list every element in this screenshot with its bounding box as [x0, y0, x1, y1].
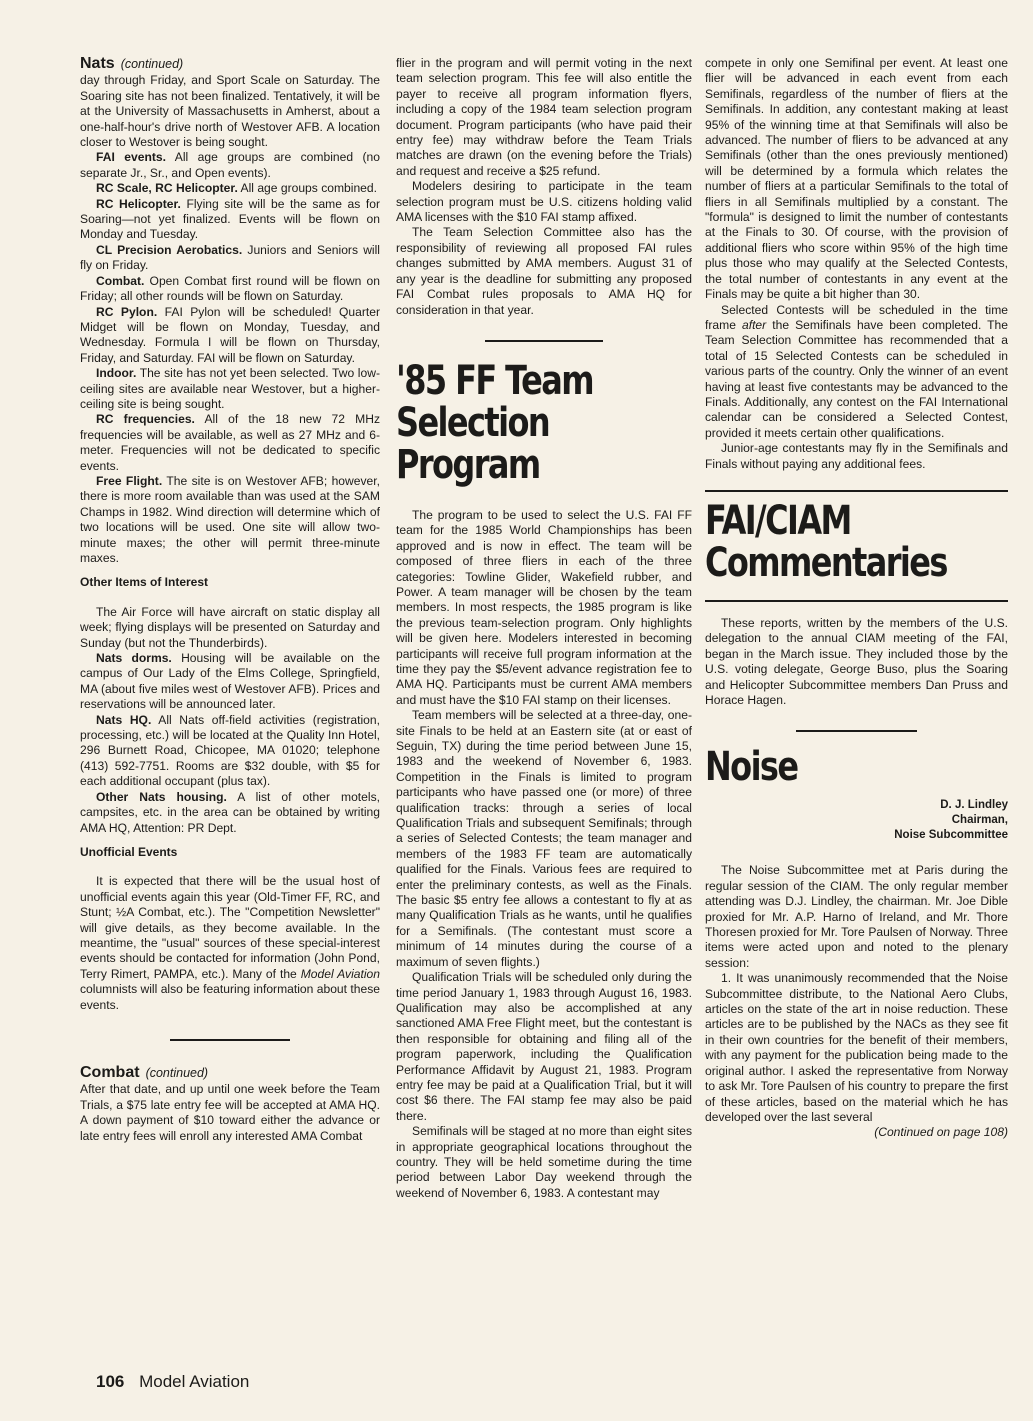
paragraph: These reports, written by the members of the U.S. delegation to the annual CIAM meeting of the FAI, began in the March issue. They included those by the U.S. voting delegate, George Buso, plus the Soaring and Helicopter Subcommittee members Dan Pruss and Horace Hagen.	[705, 615, 1008, 707]
paragraph: Other Nats housing. A list of other motels, campsites, etc. in the area can be obtained by writing AMA HQ, Attention: PR Dept.	[80, 789, 380, 835]
paragraph: The Noise Subcommittee met at Paris during the regular session of the CIAM. The only regular member attending was D.J. Lindley, the chairman. Mr. Joe Dible proxied for Mr. A.P. Harno of Ireland, and Mr. Thore Thoresen proxied for Mr. Tore Paulsen of Norway. Three items were acted upon and noted to the plenary session:	[705, 863, 1008, 970]
divider	[485, 340, 603, 342]
byline: D. J. Lindley Chairman, Noise Subcommittee	[894, 799, 1008, 842]
paragraph: Nats dorms. Housing will be available on the campus of Our Lady of the Elms College, Springfield, MA (about five miles west of Westover AFB). Prices and reservations will be announced later.	[80, 651, 380, 712]
paragraph: day through Friday, and Sport Scale on Saturday. The Soaring site has not been finalized. Tentatively, it will be at the University of Massachusetts in Amherst, about a one-half-hour's drive north of Westover AFB. A location closer to Westover is being sought.	[80, 73, 380, 150]
paragraph: The Team Selection Committee also has the responsibility of reviewing all proposed FAI rules changes submitted by AMA members. August 31 of any year is the deadline for submitting any proposed FAI Combat rules proposals to AMA HQ for consideration in that year.	[396, 225, 692, 317]
page-number: 106	[96, 1372, 125, 1391]
paragraph: Qualification Trials will be scheduled only during the time period January 1, 1983 through August 16, 1983. Qualification may also be accomplished at any sanctioned AMA Free Flight meet, but the contestant is then responsible for obtaining and filing all of the program paperwork, including the Qualification Performance Affidavit by August 21, 1983. Program entry fee may be paid at a Qualification Trial, but it will cost $6 there. The FAI stamp fee may also be paid there.	[396, 970, 692, 1123]
magazine-name: Model Aviation	[139, 1372, 250, 1391]
paragraph: Free Flight. The site is on Westover AFB; however, there is more room available than was used at the SAM Champs in 1982. Wind direction will determine which of two locations will be used. One site will allow two-minute maxes; the other will permit three-minute maxes.	[80, 473, 380, 565]
column-1	[80, 56, 380, 1144]
headline-noise: Noise	[705, 744, 798, 791]
paragraph: Nats HQ. All Nats off-field activities (registration, processing, etc.) will be located at the Quality Inn Hotel, 296 Burnett Road, Chicopee, MA 01020; telephone (413) 592-7751. Rooms are $32 double, with $5 for each additional occupant (plus tax).	[80, 712, 380, 789]
paragraph: 1. It was unanimously recommended that the Noise Subcommittee distribute, to the National Aero Clubs, articles on the state of the art in noise reduction. These articles are to be published by the NACs as they see fit in their own countries for the benefit of their members, with any payment for the publication being made to the original author. I asked the representative from Norway to ask Mr. Tore Paulsen of his country to prepare the first of these articles, based on the material which he has developed over the last several	[705, 971, 1008, 1124]
paragraph: Semifinals will be staged at no more than eight sites in appropriate geographical locations throughout the country. They will be held sometime during the time period between Labor Day weekend through the weekend of November 6, 1983. A contestant may	[396, 1124, 692, 1200]
paragraph: Indoor. The site has not yet been selected. Two low-ceiling sites are available near Westover, but a higher-ceiling site is being sought.	[80, 366, 380, 411]
column-2	[396, 56, 692, 1201]
paragraph: Combat. Open Combat first round will be flown on Friday; all other rounds will be flown on Saturday.	[80, 273, 380, 304]
paragraph: After that date, and up until one week before the Team Trials, a $75 late entry fee will be accepted at AMA HQ. A down payment of $10 toward either the advance or late entry fees will enroll any interested AMA Combat	[80, 1082, 380, 1143]
paragraph: RC frequencies. All of the 18 new 72 MHz frequencies will be available, as well as 27 MHz and 6-meter. Frequencies will not be dedicated to specific events.	[80, 412, 380, 473]
divider	[705, 600, 1008, 602]
paragraph: RC Helicopter. Flying site will be the same as for Soaring—not yet finalized. Events will be flown on Monday and Tuesday.	[80, 196, 380, 242]
headline-fai-ciam: FAI/CIAM Commentaries	[705, 497, 947, 586]
subheading-unofficial-events: Unofficial Events	[80, 844, 178, 859]
paragraph: The program to be used to select the U.S. FAI FF team for the 1985 World Championships has been approved and is now in effect. The team will be composed of three fliers in each of the three categories: Towline Glider, Wakefield rubber, and Power. A team manager will be chosen by the team members. In most respects, the 1985 program is like the previous team-selection program. Only highlights will be given here. Modelers interested in becoming participants will receive full program information at the time they pay the $5/event advance registration fee to AMA HQ. Participants must be current AMA members and must have the $10 FAI stamp on their licenses.	[396, 507, 692, 707]
paragraph: RC Pylon. FAI Pylon will be scheduled! Quarter Midget will be flown on Monday, Tuesday, and Wednesday. Formula I will be flown on Thursday, Friday, and Saturday. FAI will be flown on Saturday.	[80, 304, 380, 365]
paragraph: It is expected that there will be the usual host of unofficial events again this year (Old-Timer FF, RC, and Stunt; ½A Combat, etc.). The "Competition Newsletter" will give details, as they become available. In the meantime, the "usual" sources of these special-interest events should be contacted for information (John Pond, Terry Rimert, PAMPA, etc.). Many of the Model Aviation columnists will also be featuring information about these events.	[80, 874, 380, 1012]
divider	[705, 490, 1008, 492]
paragraph: compete in only one Semifinal per event. At least one flier will be advanced in each event from each Semifinals, regardless of the number of fliers at the Semifinals. In addition, any contestant making at least 95% of the winning time at that Semifinals will also be advanced. The number of fliers to be advanced at any Semifinals (other than the ones previously mentioned) will be determined by a formula which relates the number of fliers at a particular Semifinals to the total of fliers in all Semifinals multiplied by a constant. The "formula" is designed to limit the number of contestants at the Finals to 30. Of course, with the provision of additional fliers who score within 95% of the high time plus those who may qualify at the Selected Contests, the total number of contestants in any event at the Finals may be quite a bit higher than 30.	[705, 56, 1008, 302]
paragraph: Selected Contests will be scheduled in the time frame after the Semifinals have been completed. The Team Selection Committee has recommended that a total of 15 Selected Contests can be scheduled in various parts of the country. Only the winner of an event having at least five contestants may be advanced to the Finals. Additionally, any contest on the FAI International calendar can be considered a Selected Contest, provided it meets certain other qualifications.	[705, 302, 1008, 440]
paragraph: RC Scale, RC Helicopter. All age groups combined.	[96, 181, 377, 196]
paragraph: FAI events. All age groups are combined (no separate Jr., Sr., and Open events).	[80, 150, 381, 180]
nats-continued-heading: Nats (continued)	[80, 55, 184, 72]
paragraph: Modelers desiring to participate in the team selection program must be U.S. citizens holding valid AMA licenses with the $10 FAI stamp affixed.	[396, 179, 692, 225]
paragraph: CL Precision Aerobatics. Juniors and Seniors will fly on Friday.	[80, 242, 380, 273]
paragraph: Team members will be selected at a three-day, one-site Finals to be held at an Eastern site (at or east of Seguin, TX) during the time period between June 15, 1983 and the weekend of November 6, 1983. Competition in the Finals is limited to program participants who have passed one (or more) of three qualification tracks: through a series of local Qualification Trials and subsequent Semifinals; through a series of Selected Contests; the team manager and members of the 1983 FF team are automatically qualified for the Finals. Various fees are required to enter the preliminary contests, as well as the Finals. The basic $5 entry fee allows a contestant to fly at as many Qualification Trials as he wants, until he qualifies for a Semifinals. (The contestant must score a minimum of 14 minutes during the course of a maximum of seven flights.)	[396, 708, 692, 969]
column-3	[705, 56, 1008, 1141]
combat-continued-heading: Combat (continued)	[80, 1063, 209, 1081]
paragraph: The Air Force will have aircraft on static display all week; flying displays will be presented on Saturday and Sunday (but not the Thunderbirds).	[80, 604, 380, 650]
divider	[796, 730, 917, 732]
subheading-other-items: Other Items of Interest	[80, 575, 209, 590]
paragraph: flier in the program and will permit voting in the next team selection program. This fee will also entitle the payer to receive all program information flyers, including a copy of the 1984 team selection program document. Program participants (who have paid their entry fee) may withdraw before the Team Trials matches are drawn (on the evening before the Trials) and request and receive a $25 refund.	[396, 56, 692, 178]
headline-ff-team: '85 FF Team Selection Program	[396, 357, 593, 488]
paragraph: Junior-age contestants may fly in the Semifinals and Finals without paying any additional fees.	[705, 441, 1008, 471]
continued-note: (Continued on page 108)	[874, 1125, 1008, 1140]
divider	[170, 1039, 290, 1041]
page-footer	[96, 1372, 249, 1392]
